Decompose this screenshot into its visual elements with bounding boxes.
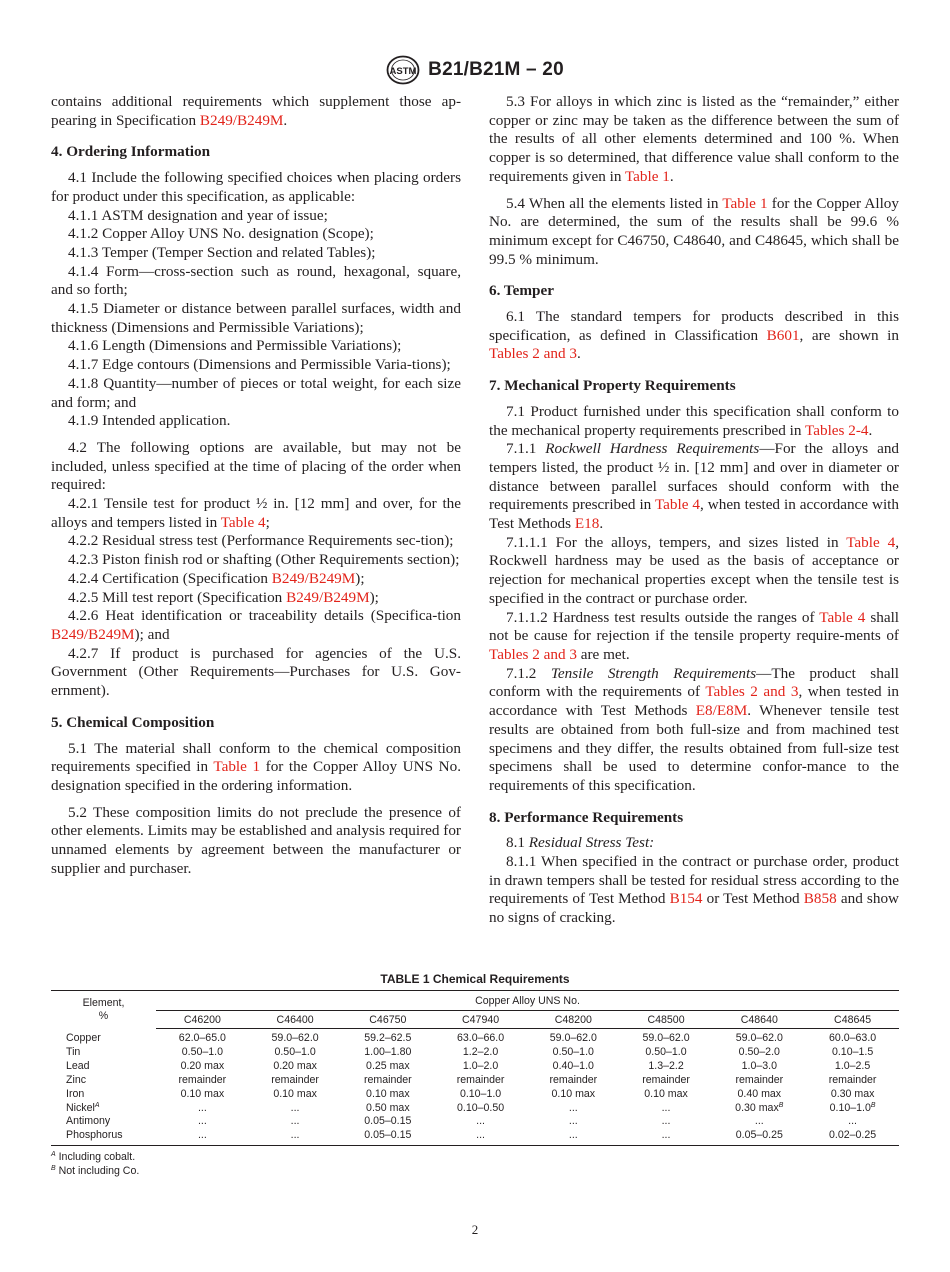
item-4-1-7: 4.1.7 Edge contours (Dimensions and Permissible Varia-tions); [68, 356, 451, 374]
table-cell: 0.30 $\max^B$ [735, 1101, 784, 1114]
link-b249[interactable]: B249/B249M [199, 111, 284, 129]
paragraph-7-1-2: 7.1.2 Tensile Strength Requirements—The product shall conform with the requirements of Tables 2 and 3, when tested in accordance with Test Methods E8/E8M. Whenever tensile test results are obtained from both full-size and from machined test specimens and they differ, the results obtained from full-size test specimens shall be used to determine confor-mance to the requirements of this specification. [489, 664, 899, 794]
column-header: C48645 [806, 1011, 899, 1029]
table-cell: 0.10–1.0 [459, 1087, 502, 1100]
link-table-4[interactable]: Table 4 [819, 608, 866, 626]
link-table-4[interactable]: Table 4 [846, 533, 896, 551]
element-name: Phosphorus [51, 1129, 156, 1145]
link-table-1[interactable]: Table 1 [213, 758, 261, 776]
item-4-1-3: 4.1.3 Temper (Temper Section and related Tables); [68, 243, 376, 261]
table-cell: 59.0–62.0 [549, 1032, 597, 1044]
table-cell: 60.0–63.0 [829, 1032, 877, 1044]
table-cell: 0.50 max [366, 1101, 410, 1114]
link-tables-2-3[interactable]: Tables 2 and 3 [489, 645, 577, 663]
item-4-1-4: 4.1.4 Form—cross-section such as round, hexagonal, square, and so forth; [51, 262, 461, 299]
table-cell: ... [568, 1101, 578, 1114]
section-5-heading: 5. Chemical Composition [51, 713, 215, 731]
link-table-1[interactable]: Table 1 [722, 194, 768, 212]
table-cell: 0.25 max [366, 1059, 410, 1072]
right-column [489, 93, 899, 928]
table-cell: ... [527, 1129, 620, 1145]
column-header: C47940 [434, 1011, 527, 1029]
table-row [51, 1060, 899, 1074]
paragraph-7-1-1-1: 7.1.1.1 For the alloys, tempers, and sizes listed in Table 4, Rockwell hardness may be used as the basis of acceptance or rejection for mechanical properties except when the tensile test is specified in the contract or purchase order. [489, 533, 900, 607]
element-name: Tin [66, 1045, 81, 1058]
element-name: Nickel$^A$ [66, 1101, 100, 1114]
table-cell: ... [661, 1101, 671, 1114]
table-cell: remainder [271, 1073, 319, 1086]
paragraph-8-1-1: 8.1.1 When specified in the contract or purchase order, product in drawn tempers shall be tested for residual stress according to the requirements of Test Method B154 or Test Method B858 and show no signs of cracking. [489, 853, 900, 927]
item-4-1-8: 4.1.8 Quantity—number of pieces or total weight, for each size and form; and [51, 374, 461, 411]
footnote-b: $^B$ Not including Co. [51, 1165, 140, 1177]
item-4-2-6: 4.2.6 Heat identification or traceability details (Specifica-tion B249/B249M); and [51, 607, 461, 643]
paragraph-5-4: 5.4 When all the elements listed in Table 1 for the Copper Alloy No. are determined, the sum of the results shall be 99.6 % minimum except for C46750, C48640, and C48645, which shall be 99.5 % minimum. [489, 194, 899, 268]
table-cell: 1.0–2.5 [834, 1059, 871, 1072]
table-cell: 0.50–1.0 [274, 1045, 316, 1058]
element-name: Iron [66, 1087, 85, 1100]
svg-text:ASTM: ASTM [389, 66, 417, 77]
table-cell: ... [476, 1115, 485, 1128]
table-cell: 0.10–1.5 [831, 1045, 874, 1058]
paragraph-5-2: 5.2 These composition limits do not preclude the presence of other elements. Limits may be established and analysis required for unnamed elements by agreement between the manufacturer or supplier and purchaser. [51, 803, 461, 877]
table-row [51, 1046, 899, 1060]
table-row [51, 1029, 899, 1046]
table-body [51, 1029, 899, 1146]
table-cell: remainder [178, 1073, 227, 1086]
link-tables-2-3[interactable]: Tables 2 and 3 [489, 345, 577, 363]
item-4-2-3: 4.2.3 Piston finish rod or shafting (Other Requirements section); [68, 551, 460, 569]
table-cell: 59.0–62.0 [735, 1032, 783, 1044]
table-cell: 0.05–0.15 [364, 1115, 412, 1128]
item-4-2-5: 4.2.5 Mill test report (Specification B249/B249M); [68, 588, 379, 606]
paragraph-4-2: 4.2 The following options are available, but may not be included, unless specified at the time of placing of the order when required: [51, 438, 461, 494]
table-cell: ... [568, 1115, 578, 1128]
standard-designation: B21/B21M – 20 [428, 59, 564, 80]
table-row [51, 1088, 899, 1102]
table-row [51, 1074, 899, 1088]
table-cell: 0.10 max [551, 1087, 596, 1100]
table-cell: ... [290, 1115, 300, 1128]
table-cell: 0.40–1.0 [552, 1059, 594, 1072]
table-cell: 62.0–65.0 [178, 1032, 226, 1044]
table-cell: 0.02–0.25 [806, 1129, 899, 1145]
table-cell: ... [620, 1129, 713, 1145]
table-cell: ... [197, 1101, 207, 1114]
link-b858[interactable]: B858 [803, 890, 837, 908]
table-cell: 0.30 max [830, 1087, 875, 1100]
column-header: C46400 [249, 1011, 342, 1029]
table-cell: 0.20 max [273, 1059, 317, 1072]
table-cell: 1.00–1.80 [364, 1045, 412, 1058]
item-4-1-5: 4.1.5 Diameter or distance between parallel surfaces, width and thickness (Dimensions and Permissible Variations); [51, 300, 461, 336]
table-cell: 0.10 max [180, 1087, 225, 1100]
alloy-group-header: Copper Alloy UNS No. [156, 991, 899, 1011]
link-b154[interactable]: B154 [669, 890, 703, 908]
table-cell: 1.3–2.2 [648, 1059, 684, 1072]
item-4-2-2: 4.2.2 Residual stress test (Performance Requirements sec-tion); [68, 532, 454, 550]
table-cell: 0.10 max [644, 1087, 688, 1100]
table-cell: ... [249, 1129, 342, 1145]
table-cell: ... [197, 1115, 207, 1128]
table-cell: ... [754, 1115, 764, 1128]
table-row [51, 1129, 899, 1145]
link-e18[interactable]: E18 [574, 515, 600, 533]
table-cell: 0.50–1.0 [645, 1045, 687, 1058]
column-header: C48500 [620, 1011, 713, 1029]
link-table-1[interactable]: Table 1 [624, 167, 670, 185]
item-4-2-1: 4.2.1 Tensile test for product ½ in. [12 mm] and over, for the alloys and tempers listed in Table 4; [51, 495, 461, 531]
element-name: Copper [66, 1031, 101, 1044]
paragraph-7-1-1-2: 7.1.1.2 Hardness test results outside the ranges of Table 4 shall not be cause for rejection if the tensile property require-ments of Tables 2 and 3 are met. [489, 608, 900, 663]
element-header: Element, % [51, 991, 156, 1029]
link-b249[interactable]: B249/B249M [271, 569, 356, 587]
table-cell: 0.10–0.50 [457, 1101, 505, 1114]
table-cell: $0.10-1.0^B$ [829, 1101, 876, 1114]
table-cell: 0.40 max [737, 1087, 782, 1100]
table-cell: 63.0–66.0 [457, 1032, 505, 1044]
table-cell: 0.20 max [180, 1059, 225, 1072]
table-cell: ... [434, 1129, 527, 1145]
table-cell: 1.0–2.0 [462, 1059, 499, 1072]
paragraph-7-1-1: 7.1.1 Rockwell Hardness Requirements—For the alloys and tempers listed, the product ½ in. [12 mm] and over in diameter or distance between parallel surfaces should conform with the requirements prescribed in Table 4, when tested in accordance with Test Methods E18. [489, 440, 900, 533]
table-cell: 1.0–3.0 [741, 1059, 777, 1072]
table-cell: remainder [363, 1073, 412, 1086]
column-header: C48200 [527, 1011, 620, 1029]
item-4-1-1: 4.1.1 ASTM designation and year of issue; [68, 206, 328, 224]
section-7-heading: 7. Mechanical Property Requirements [489, 377, 736, 395]
table-cell: 0.50–1.0 [552, 1045, 594, 1058]
link-table-4[interactable]: Table 4 [220, 513, 266, 531]
paragraph-4-1: 4.1 Include the following specified choices when placing orders for product under this specification, as applicable: [51, 169, 461, 205]
table-cell: remainder [735, 1073, 784, 1086]
item-4-2-4: 4.2.4 Certification (Specification B249/B249M); [68, 569, 365, 587]
link-b601[interactable]: B601 [766, 326, 800, 344]
table-cell: 1.2–2.0 [462, 1045, 499, 1058]
table-row [51, 1102, 899, 1116]
section-6-heading: 6. Temper [489, 282, 554, 300]
table-cell: remainder [456, 1073, 505, 1086]
link-tables-2-3[interactable]: Tables 2 and 3 [705, 683, 799, 701]
table-cell: remainder [642, 1073, 690, 1086]
element-name: Zinc [66, 1073, 87, 1086]
link-b249[interactable]: B249/B249M [286, 588, 370, 606]
link-e8[interactable]: E8/E8M [695, 702, 748, 720]
paragraph-8-1: 8.1 Residual Stress Test: [506, 834, 655, 852]
column-header: C46200 [156, 1011, 249, 1029]
item-4-1-9: 4.1.9 Intended application. [68, 412, 231, 430]
section-4-heading: 4. Ordering Information [51, 143, 211, 161]
footnote-a: $^A$ Including cobalt. [51, 1151, 136, 1163]
table-row [51, 1115, 899, 1129]
table-cell: 59.0–62.0 [642, 1032, 690, 1044]
table-cell: 59.2–62.5 [364, 1032, 412, 1044]
link-table-4[interactable]: Table 4 [654, 496, 700, 514]
left-column [51, 93, 461, 878]
table-cell: remainder [549, 1073, 598, 1086]
item-4-1-6: 4.1.6 Length (Dimensions and Permissible Variations); [68, 337, 402, 355]
table-cell: 0.10 max [273, 1087, 317, 1100]
paragraph-5-3: 5.3 For alloys in which zinc is listed as the “remainder,” either copper or zinc may be taken as the difference between the sum of the results of all other elements determined and 100 %. When copper is so determined, that difference value shall conform to the requirements given in Table 1. [489, 93, 899, 185]
link-b249[interactable]: B249/B249M [51, 625, 135, 643]
table-cell: ... [156, 1129, 249, 1145]
chemical-requirements-table [51, 990, 899, 1146]
table-cell: 0.05–0.15 [341, 1129, 434, 1145]
page-number: 2 [471, 1222, 479, 1237]
item-4-1-2: 4.1.2 Copper Alloy UNS No. designation (Scope); [68, 225, 374, 243]
table-cell: ... [661, 1115, 671, 1128]
table-cell: ... [848, 1115, 858, 1128]
column-header: C46750 [341, 1011, 434, 1029]
link-tables-2-4[interactable]: Tables 2-4 [805, 421, 869, 439]
paragraph-6-1: 6.1 The standard tempers for products described in this specification, as defined in Classification B601, are shown in Tables 2 and 3. [489, 308, 899, 363]
table-title: TABLE 1 Chemical Requirements [380, 972, 570, 986]
table-cell: 59.0–62.0 [271, 1032, 319, 1044]
page-header [0, 55, 950, 85]
item-4-2-7: 4.2.7 If product is purchased for agencies of the U.S. Government (Other Requirements—Purchases for U.S. Gov-ernment). [51, 644, 461, 700]
table-cell: 0.05–0.25 [712, 1129, 806, 1145]
paragraph-5-1: 5.1 The material shall conform to the chemical composition requirements specified in Table 1 for the Copper Alloy UNS No. designation specified in the ordering information. [51, 739, 461, 794]
table-cell: 0.50–1.0 [181, 1045, 223, 1058]
astm-logo [386, 55, 420, 85]
column-header: C48640 [712, 1011, 806, 1029]
table-cell: 0.50–2.0 [738, 1045, 780, 1058]
section-8-heading: 8. Performance Requirements [489, 808, 684, 826]
intro-paragraph: contains additional requirements which supplement those ap-pearing in Specification B249/B249M. [51, 93, 461, 129]
table-cell: ... [290, 1101, 300, 1114]
table-cell: 0.10 max [366, 1087, 410, 1100]
element-name: Antimony [66, 1115, 111, 1128]
table-cell: remainder [828, 1073, 877, 1086]
paragraph-7-1: 7.1 Product furnished under this specification shall conform to the mechanical property requirements prescribed in Tables 2-4. [489, 402, 899, 439]
element-name: Lead [66, 1059, 90, 1072]
